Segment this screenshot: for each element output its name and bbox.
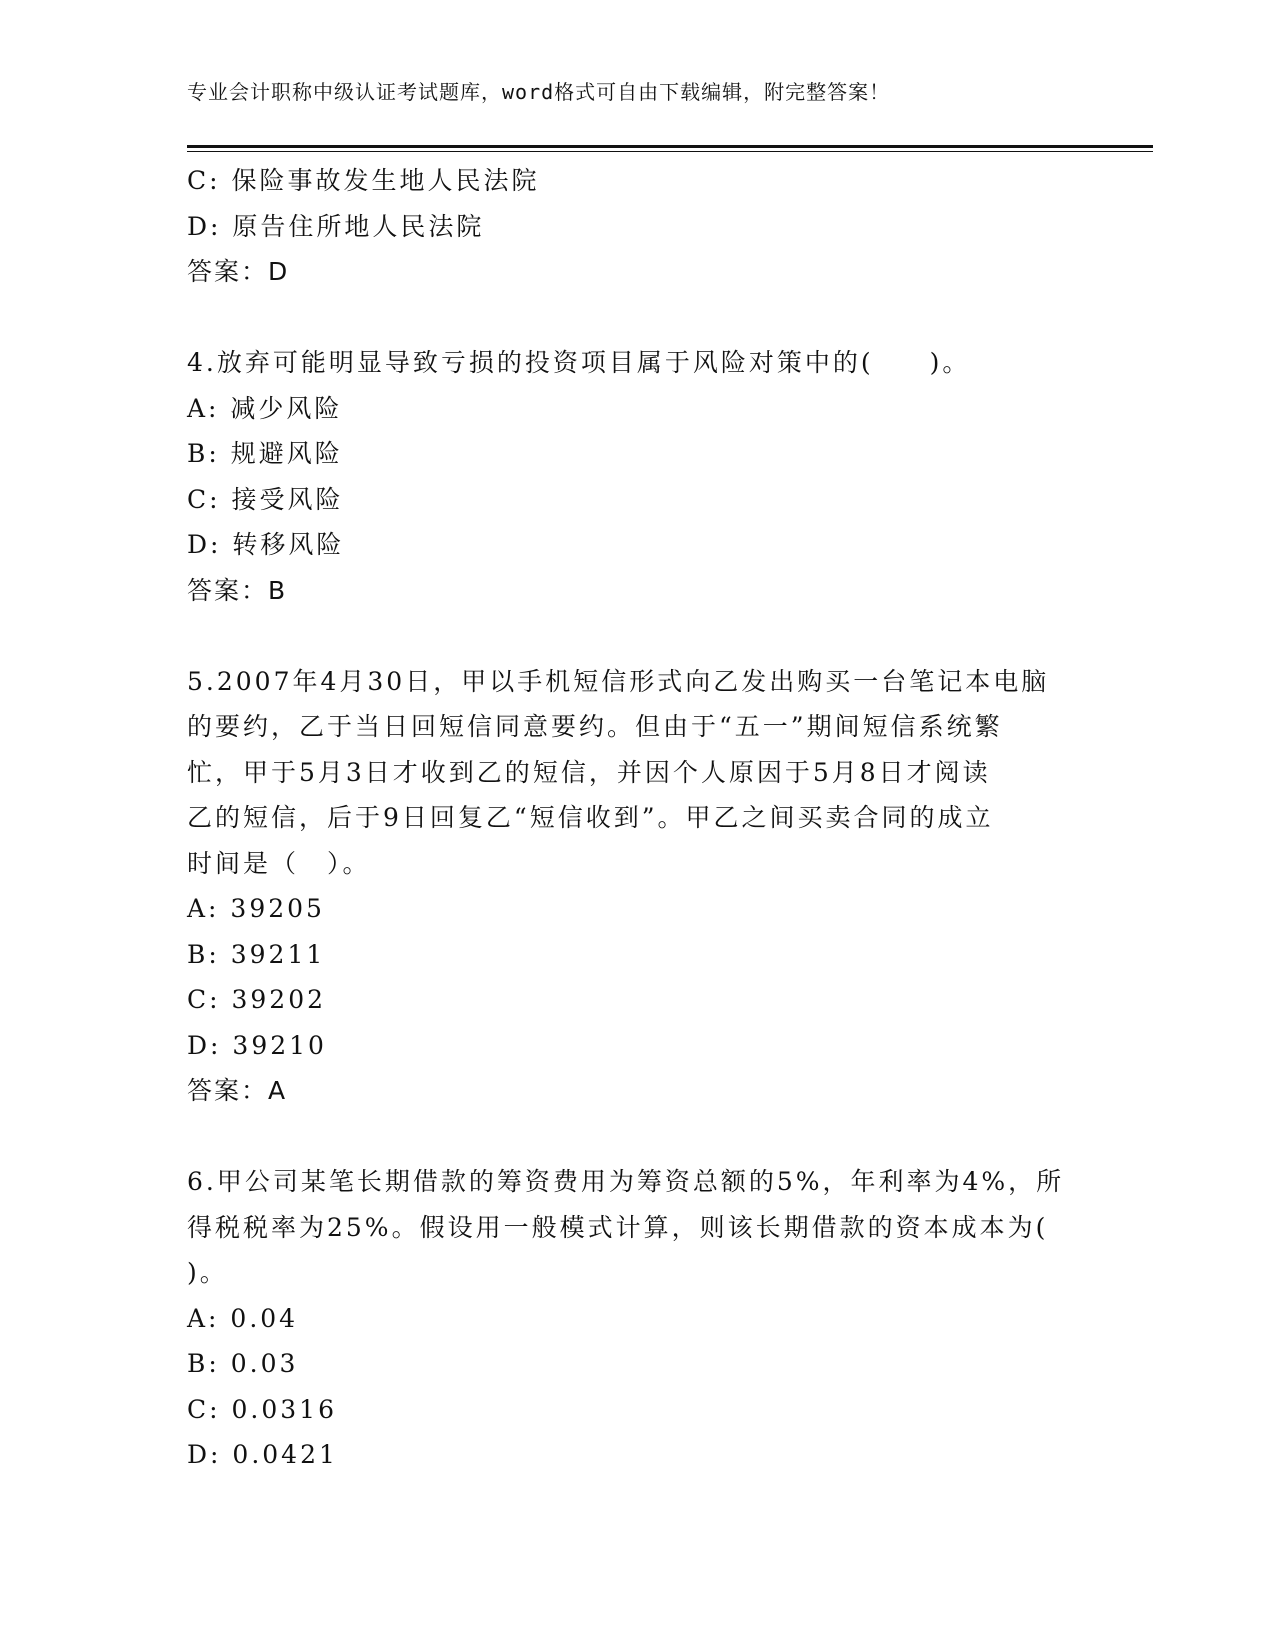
option-c: C: 0.0316 — [187, 1394, 337, 1424]
question-4 — [187, 340, 1087, 613]
page-header: 专业会计职称中级认证考试题库，word格式可自由下载编辑，附完整答案！ — [187, 80, 891, 104]
option-d: D: 0.0421 — [187, 1440, 338, 1469]
spacer — [187, 1114, 1087, 1160]
question-stem: 4.放弃可能明显导致亏损的投资项目属于风险对策中的( )。 — [187, 348, 971, 377]
option-a: A: 39205 — [187, 894, 325, 923]
option-d: D: 转移风险 — [187, 530, 345, 559]
answer-line: 答案：D — [187, 257, 290, 286]
question-stem: 时间是（ ）。 — [187, 848, 371, 878]
question-5 — [187, 659, 1087, 1114]
option-b: B: 39211 — [187, 939, 326, 969]
option-a: A: 减少风险 — [187, 393, 343, 423]
option-c: C: 39202 — [187, 985, 327, 1014]
option-b: B: 0.03 — [187, 1349, 299, 1378]
question-stem: 忙，甲于5月3日才收到乙的短信，并因个人原因于5月8日才阅读 — [187, 757, 991, 787]
question-stem: 6.甲公司某笔长期借款的筹资费用为筹资总额的5%，年利率为4%，所 — [187, 1167, 1065, 1196]
header-rule-thick — [187, 145, 1153, 148]
question-6 — [187, 1159, 1087, 1478]
spacer — [187, 613, 1087, 659]
question-stem: 得税税率为25%。假设用一般模式计算，则该长期借款的资本成本为( — [187, 1212, 1049, 1242]
answer-line: 答案：A — [187, 1076, 288, 1105]
header-rule-thin — [187, 151, 1153, 152]
question-stem: 乙的短信，后于9日回复乙“短信收到”。甲乙之间买卖合同的成立 — [187, 803, 994, 832]
prev-question — [187, 158, 1087, 295]
option-b: B: 规避风险 — [187, 439, 343, 468]
option-d: D: 原告住所地人民法院 — [187, 211, 485, 241]
option-c: C: 保险事故发生地人民法院 — [187, 166, 540, 195]
spacer — [187, 295, 1087, 341]
answer-line: 答案：B — [187, 575, 288, 605]
option-d: D: 39210 — [187, 1030, 327, 1060]
question-stem: 的要约，乙于当日回短信同意要约。但由于“五一”期间短信系统繁 — [187, 712, 1003, 741]
question-stem: 5.2007年4月30日，甲以手机短信形式向乙发出购买一台笔记本电脑 — [187, 666, 1050, 696]
option-a: A: 0.04 — [187, 1303, 299, 1333]
option-c: C: 接受风险 — [187, 484, 344, 514]
question-stem: )。 — [187, 1258, 228, 1287]
question-list — [187, 158, 1087, 1478]
